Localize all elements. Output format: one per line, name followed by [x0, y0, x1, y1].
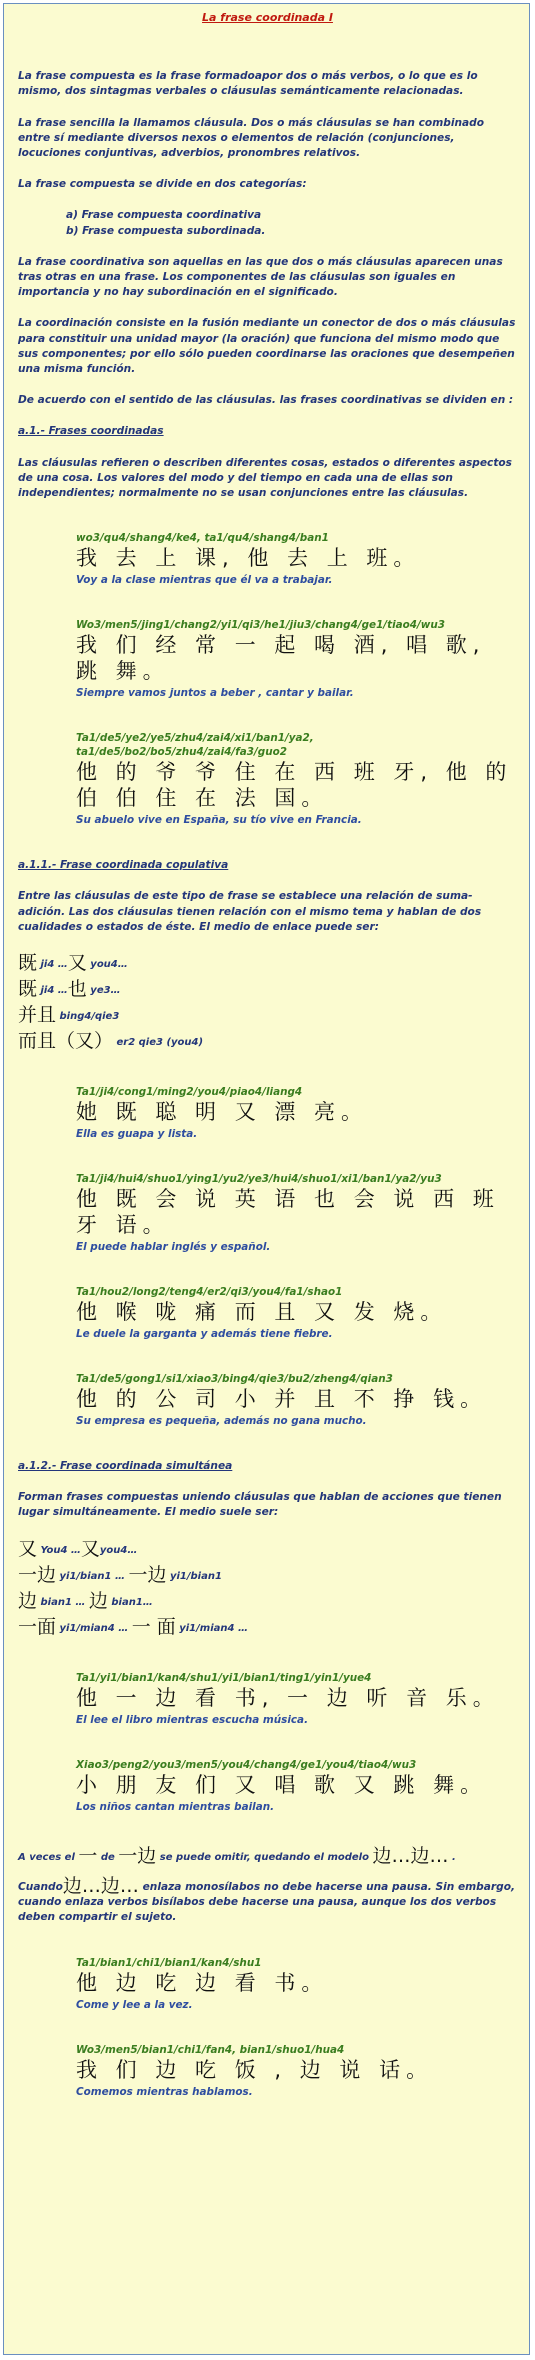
example-hanzi: 小 朋 友 们 又 唱 歌 又 跳 舞。 [76, 1772, 488, 1797]
intro-paragraph: La frase sencilla la llamamos cláusula. Dos o más cláusulas se han combinado entre sí mediante diversos nexos o elementos de relación (conjunciones, locuciones conjuntivas, adverbios, pronombres relativos. [18, 116, 485, 160]
connector-pinyin: ye3… [90, 985, 121, 997]
category-item: a) Frase compuesta coordinativa [66, 209, 262, 222]
connector-pinyin: bian1 … [40, 1596, 86, 1608]
example-block [76, 1671, 517, 1728]
connector-pinyin: er2 qie3 (you4) [116, 1037, 204, 1049]
example-pinyin: Xiao3/peng2/you3/men5/you4/chang4/ge1/you4/tiao4/wu3 [76, 1758, 417, 1771]
example-pinyin: Ta1/de5/gong1/si1/xiao3/bing4/qie3/bu2/zheng4/qian3 [76, 1373, 393, 1386]
connector-hanzi: 既 [18, 952, 38, 975]
example-pinyin: Ta1/hou2/long2/teng4/er2/qi3/you4/fa1/shao1 [76, 1286, 343, 1299]
example-translation: Ella es guapa y lista. [76, 1128, 198, 1141]
example-pinyin: Ta1/bian1/chi1/bian1/kan4/shu1 [76, 1956, 262, 1969]
example-block [76, 1285, 517, 1342]
example-pinyin: Wo3/men5/bian1/chi1/fan4, bian1/shuo1/hua4 [76, 2043, 345, 2056]
connector-hanzi: 既 [18, 978, 38, 1001]
example-pinyin: Ta1/ji4/cong1/ming2/you4/piao4/liang4 [76, 1086, 303, 1099]
connector-pinyin: ji4 … [40, 985, 68, 997]
example-hanzi: 他 喉 咙 痛 而 且 又 发 烧。 [76, 1300, 448, 1325]
connector-pinyin: bian1… [111, 1596, 153, 1608]
connector-pinyin: yi1/mian4 … [179, 1622, 248, 1634]
example-hanzi: 我 们 经 常 一 起 喝 酒, 唱 歌, 跳 舞。 [76, 633, 486, 684]
intro-paragraph: La frase compuesta se divide en dos categorías: [18, 178, 307, 191]
note-text: de [100, 1851, 115, 1863]
section-heading: a.1.2.- Frase coordinada simultánea [18, 1460, 233, 1473]
example-block [76, 1085, 517, 1142]
example-hanzi: 他 边 吃 边 看 书。 [76, 1970, 329, 1995]
example-pinyin: wo3/qu4/shang4/ke4, ta1/qu4/shang4/ban1 [76, 532, 329, 545]
coord-paragraph: De acuerdo con el sentido de las cláusulas. las frases coordinativas se dividen en : [18, 394, 514, 407]
example-translation: El lee el libro mientras escucha música. [76, 1713, 309, 1726]
page-title: La frase coordinada I [202, 11, 333, 24]
connector-row [18, 1589, 517, 1615]
example-translation: Le duele la garganta y además tiene fiebre. [76, 1328, 333, 1341]
note-text: A veces el [18, 1851, 75, 1863]
note-text: se puede omitir, quedando el modelo [159, 1851, 369, 1863]
connector-pinyin: you4… [99, 1544, 138, 1556]
connector-pinyin: ji4 … [40, 959, 68, 971]
example-hanzi: 他 的 爷 爷 住 在 西 班 牙, 他 的 伯 伯 住 在 法 国。 [76, 760, 513, 811]
connector-hanzi: 一边 [18, 1563, 57, 1586]
example-block [76, 1372, 517, 1429]
connector-pinyin: yi1/bian1 [169, 1570, 222, 1582]
connector-hanzi: 并且 [18, 1004, 57, 1027]
coord-paragraph: La frase coordinativa son aquellas en las que dos o más cláusulas aparecen unas tras otras en una frase. Los componentes de las cláusulas son iguales en importancia y no hay subordinación en el significado. [18, 255, 503, 299]
note-hanzi: 一 [78, 1844, 98, 1867]
connector-hanzi: 一边 [128, 1563, 167, 1586]
document-page [3, 3, 530, 2355]
connector-row [18, 1537, 517, 1563]
note-text: Cuando [18, 1880, 63, 1893]
section-paragraph: Las cláusulas refieren o describen diferentes cosas, estados o diferentes aspectos de una cosa. Los valores del modo y del tiempo en cada una de ellas son independientes; normalmente no se usan conjunciones entre las cláusulas. [18, 456, 512, 500]
example-translation: Su empresa es pequeña, además no gana mucho. [76, 1415, 367, 1428]
connector-hanzi: 边 [88, 1589, 108, 1612]
example-pinyin: Wo3/men5/jing1/chang2/yi1/qi3/he1/jiu3/chang4/ge1/tiao4/wu3 [76, 619, 446, 632]
connector-hanzi: 又 [80, 1537, 100, 1560]
example-block [76, 1758, 517, 1815]
example-translation: El puede hablar inglés y español. [76, 1241, 271, 1254]
example-hanzi: 她 既 聪 明 又 漂 亮。 [76, 1100, 369, 1125]
example-block [76, 618, 517, 701]
category-item: b) Frase compuesta subordinada. [66, 224, 266, 237]
example-hanzi: 他 既 会 说 英 语 也 会 说 西 班 牙 语。 [76, 1187, 500, 1238]
connector-hanzi: 又 [18, 1537, 38, 1560]
connector-pinyin: yi1/mian4 … [59, 1622, 129, 1634]
connector-pinyin: yi1/bian1 … [59, 1570, 125, 1582]
note-hanzi: 一边 [118, 1844, 157, 1867]
example-block [76, 1956, 517, 2013]
connector-hanzi: 一 面 [131, 1615, 176, 1638]
connector-list [18, 951, 517, 1055]
connector-hanzi: 也 [67, 978, 87, 1001]
example-block [76, 731, 517, 828]
section-heading: a.1.1.- Frase coordinada copulativa [18, 859, 229, 872]
connector-pinyin: you4… [90, 959, 128, 971]
note-pause [18, 1874, 517, 1926]
note-hanzi: 边…边… [372, 1844, 449, 1867]
connector-hanzi: 边 [18, 1589, 38, 1612]
connector-hanzi: 又 [67, 952, 87, 975]
category-list [66, 208, 517, 238]
example-pinyin: Ta1/de5/ye2/ye5/zhu4/zai4/xi1/ban1/ya2, ta1/de5/bo2/bo5/zhu4/zai4/fa3/guo2 [76, 732, 314, 759]
section-paragraph: Entre las cláusulas de este tipo de frase se establece una relación de suma-adición. Las dos cláusulas tienen relación con el mismo tema y hablan de dos cualidades o estados de éste. El medio de enlace puede ser: [18, 890, 482, 933]
connector-row [18, 1615, 517, 1641]
section-heading: a.1.- Frases coordinadas [18, 425, 164, 438]
connector-row [18, 1563, 517, 1589]
example-hanzi: 我 去 上 课, 他 去 上 班。 [76, 546, 421, 571]
example-hanzi: 他 的 公 司 小 并 且 不 挣 钱。 [76, 1387, 488, 1412]
example-translation: Los niños cantan mientras bailan. [76, 1800, 275, 1813]
example-pinyin: Ta1/ji4/hui4/shuo1/ying1/yu2/ye3/hui4/shuo1/xi1/ban1/ya2/yu3 [76, 1173, 442, 1186]
example-translation: Siempre vamos juntos a beber , cantar y bailar. [76, 687, 354, 700]
connector-hanzi: 而且（又） [18, 1030, 114, 1053]
section-paragraph: Forman frases compuestas uniendo cláusulas que hablan de acciones que tienen lugar simultáneamente. El medio suele ser: [18, 1491, 502, 1519]
example-translation: Voy a la clase mientras que él va a trabajar. [76, 574, 333, 587]
connector-pinyin: You4 … [40, 1544, 81, 1556]
coord-paragraph: La coordinación consiste en la fusión mediante un conector de dos o más cláusulas para constituir una unidad mayor (la oración) que funciona del mismo modo que sus componentes; por ello sólo pueden coordinarse las oraciones que desempeñen una misma función. [18, 317, 516, 376]
intro-paragraph: La frase compuesta es la frase formadoapor dos o más verbos, o lo que es lo mismo, dos sintagmas verbales o cláusulas semánticamente relacionadas. [18, 70, 478, 98]
connector-row [18, 1003, 517, 1029]
note-text: . [451, 1851, 456, 1863]
connector-row [18, 977, 517, 1003]
example-pinyin: Ta1/yi1/bian1/kan4/shu1/yi1/bian1/ting1/yin1/yue4 [76, 1671, 372, 1684]
connector-row [18, 1029, 517, 1055]
example-translation: Come y lee a la vez. [76, 1998, 193, 2011]
example-block [76, 1172, 517, 1255]
example-hanzi: 我 们 边 吃 饭 , 边 说 话。 [76, 2057, 434, 2082]
example-block [76, 2043, 517, 2100]
example-translation: Comemos mientras hablamos. [76, 2085, 253, 2098]
example-hanzi: 他 一 边 看 书, 一 边 听 音 乐。 [76, 1685, 500, 1710]
connector-pinyin: bing4/qie3 [59, 1011, 120, 1023]
note-text: enlaza monosílabos no debe hacerse una pausa. Sin embargo, cuando enlaza verbos bisílabos debe hacerse una pausa, aunque los dos verbos deben compartir el sujeto. [18, 1880, 516, 1924]
example-block [76, 531, 517, 588]
connector-row [18, 951, 517, 977]
connector-list [18, 1537, 517, 1641]
connector-hanzi: 一面 [18, 1615, 57, 1638]
note-omission [18, 1844, 517, 1867]
note-hanzi: 边…边… [62, 1874, 139, 1897]
example-translation: Su abuelo vive en España, su tío vive en Francia. [76, 814, 362, 827]
